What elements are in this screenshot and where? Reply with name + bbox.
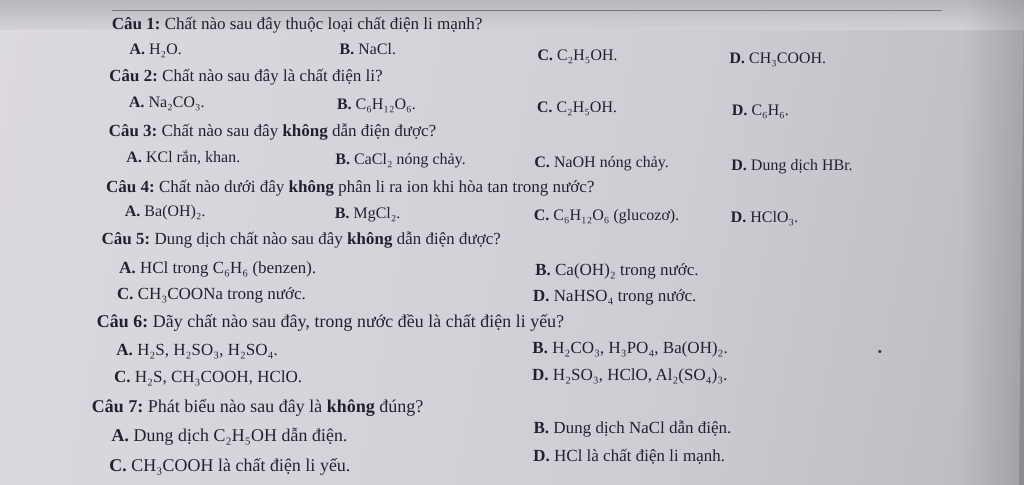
page-right-shadow	[959, 0, 1024, 485]
option-1a: A. H₂O.	[129, 41, 182, 58]
option-4a: A. Ba(OH)₂.	[124, 203, 206, 220]
option-2b: B. C₆H₁₂O₆.	[336, 96, 416, 113]
option-4d: D. HClO₃.	[730, 209, 799, 226]
stray-dot-mark	[878, 350, 881, 353]
option-1c: C. C₂H₅OH.	[537, 47, 618, 64]
question-7: Câu 7: Phát biểu nào sau đây là không đúng?	[91, 396, 424, 416]
option-5b: B. Ca(OH)₂ trong nước.	[535, 260, 699, 279]
top-rule-line	[112, 10, 942, 11]
option-7c: C. CH₃COOH là chất điện li yếu.	[109, 455, 351, 475]
option-2d: D. C₆H₆.	[731, 102, 789, 119]
option-6d: D. H₂SO₃, HClO, Al₂(SO₄)₃.	[531, 365, 728, 384]
question-3: Câu 3: Chất nào sau đây không dẫn điện được?	[108, 121, 437, 140]
option-2a: A. Na₂CO₃.	[128, 94, 205, 111]
question-1	[112, 14, 483, 34]
option-1b: B. NaCl.	[339, 41, 397, 58]
option-5a: A. HCl trong C₆H₆ (benzen).	[119, 258, 317, 277]
option-1d: D. CH₃COOH.	[729, 50, 827, 67]
option-6a: A. H₂S, H₂SO₃, H₂SO₄.	[116, 340, 278, 359]
question-4: Câu 4: Chất nào dưới đây không phân li ra ion khi hòa tan trong nước?	[105, 177, 595, 196]
option-4b: B. MgCl₂.	[334, 205, 401, 222]
option-7d: D. HCl là chất điện li mạnh.	[533, 446, 726, 465]
option-2c: C. C₂H₅OH.	[536, 99, 618, 116]
option-5c: C. CH₃COONa trong nước.	[116, 284, 306, 303]
option-6c: C. H₂S, CH₃COOH, HClO.	[113, 367, 303, 386]
option-5d: D. NaHSO₄ trong nước.	[532, 286, 697, 305]
question-6: Câu 6: Dãy chất nào sau đây, trong nước đều là chất điện li yếu?	[96, 311, 565, 331]
option-7b: B. Dung dịch NaCl dẫn điện.	[533, 418, 732, 437]
question-2: Câu 2: Chất nào sau đây là chất điện li?	[109, 66, 383, 85]
option-4c: C. C₆H₁₂O₆ (glucozơ).	[533, 207, 680, 224]
option-3d: D. Dung dịch HBr.	[731, 157, 853, 174]
option-3a: A. KCl rắn, khan.	[126, 149, 241, 166]
question-number: Câu 1:	[111, 14, 161, 33]
option-3c: C. NaOH nóng chảy.	[534, 154, 669, 171]
question-5: Câu 5: Dung dịch chất nào sau đây không dẫn điện được?	[101, 229, 501, 248]
option-3b: B. CaCl₂ nóng chảy.	[335, 151, 466, 168]
option-7a: A. Dung dịch C₂H₅OH dẫn điện.	[111, 425, 348, 445]
option-6b: B. H₂CO₃, H₃PO₄, Ba(OH)₂.	[532, 338, 728, 357]
question-text: Chất nào sau đây thuộc loại chất điện li mạnh?	[164, 14, 483, 33]
